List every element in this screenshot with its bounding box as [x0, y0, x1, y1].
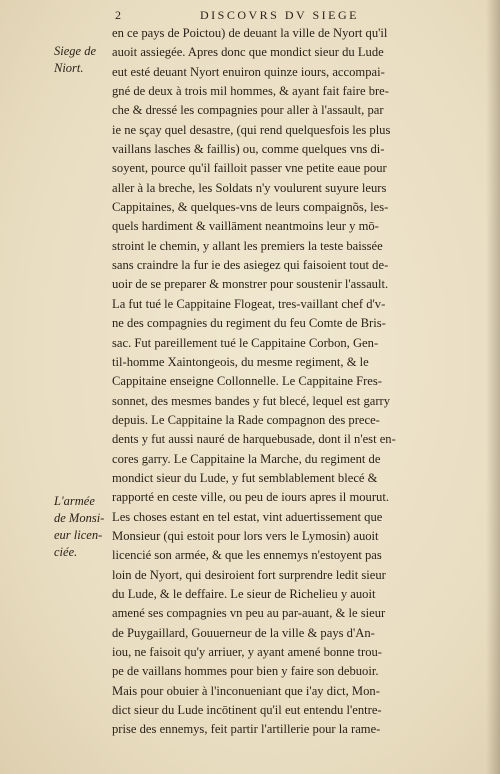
text-line: ne des compagnies du regiment du feu Comte de Bris- — [112, 316, 386, 331]
text-line: Les choses estant en tel estat, vint aduertissement que — [112, 509, 383, 524]
text-line: vaillans lasches & faillis) ou, comme quelques vns di- — [112, 142, 385, 157]
margin-note-line: ciée. — [54, 545, 78, 559]
text-line: sac. Fut pareillement tué le Cappitaine Corbon, Gen- — [112, 335, 379, 350]
text-line: loin de Nyort, qui desiroient fort surprendre ledit sieur — [112, 567, 386, 582]
text-line: uoir de se preparer & monstrer pour soustenir l'assault. — [112, 277, 389, 292]
text-line: iou, ne faisoit qu'y arriuer, y ayant amené bonne trou- — [112, 645, 382, 659]
text-line: La fut tué le Cappitaine Flogeat, tres-vaillant chef d'v- — [112, 296, 386, 311]
text-line: pe de vaillans hommes pour bien y faire son debuoir. — [112, 664, 379, 679]
text-line: licencié son armée, & que les ennemys n'estoyent pas — [112, 548, 382, 563]
text-line: eut esté deuant Nyort enuiron quinze iours, accompai- — [112, 64, 385, 79]
margin-note-armee — [54, 493, 110, 561]
text-line: depuis. Le Cappitaine la Rade compagnon des prece- — [112, 412, 380, 427]
text-line: soyent, pource qu'il failloit passer vne petite eaue pour — [112, 161, 387, 176]
text-line: che & dressé les compagnies pour aller à l'assault, par — [112, 103, 384, 118]
margin-note-siege — [54, 43, 110, 77]
text-line: dents y fut aussi nauré de harquebusade, dont il n'est en- — [112, 432, 396, 447]
margin-note-line: Niort. — [54, 61, 84, 75]
text-line: de Puygaillard, Gouuerneur de la ville & pays d'An- — [112, 625, 375, 640]
text-line: sans craindre la fur ie des asiegez qui faisoient tout de- — [112, 258, 389, 273]
text-line: gné de deux à trois mil hommes, & ayant fait faire bre- — [112, 84, 389, 99]
text-line: amené ses compagnies vn peu au par-auant, & le sieur — [112, 606, 386, 621]
margin-note-line: eur licen- — [54, 528, 103, 542]
text-line: til-homme Xaintongeois, du mesme regiment, & le — [112, 354, 369, 369]
text-line: en ce pays de Poictou) de deuant la ville de Nyort qu'il — [112, 26, 388, 40]
running-head: DISCOVRS DV SIEGE — [200, 8, 359, 22]
text-line: stroint le chemin, y allant les premiers la teste baissée — [112, 238, 383, 253]
page-number: 2 — [115, 8, 121, 22]
text-line: mondict sieur du Lude, y fut semblablement blecé & — [112, 470, 378, 485]
text-line: sonnet, des mesmes bandes y fut blecé, lequel est garry — [112, 393, 391, 408]
text-line: Mais pour obuier à l'inconueniant que i'ay dict, Mon- — [112, 683, 380, 698]
text-line: Monsieur (qui estoit pour lors vers le Lymosin) auoit — [112, 528, 379, 543]
margin-note-line: de Monsi- — [54, 511, 105, 525]
text-line: ie ne sçay quel desastre, (qui rend quelquesfois les plus — [112, 122, 391, 137]
text-line: aller à la breche, les Soldats n'y voulurent suyure leurs — [112, 180, 387, 195]
body-text — [112, 24, 490, 740]
margin-note-line: Siege de — [54, 44, 96, 58]
text-line: cores garry. Le Cappitaine la Marche, du regiment de — [112, 451, 381, 466]
text-line: rapporté en ceste ville, ou peu de iours apres il mourut. — [112, 490, 389, 505]
text-line: Cappitaine enseigne Collonnelle. Le Cappitaine Fres- — [112, 374, 382, 389]
text-line: du Lude, & le deffaire. Le sieur de Richelieu y auoit — [112, 586, 376, 601]
text-line: dict sieur du Lude incōtinent qu'il eut entendu l'entre- — [112, 703, 382, 718]
text-line: auoit assiegée. Apres donc que mondict sieur du Lude — [112, 45, 384, 60]
text-line: prise des ennemys, feit partir l'artillerie pour la rame- — [112, 722, 381, 737]
text-line: quels hardiment & vaillāment neantmoins leur y mō- — [112, 219, 379, 234]
text-line: Cappitaines, & quelques-vns de leurs compaignõs, les- — [112, 200, 389, 215]
margin-note-line: L'armée — [54, 494, 95, 508]
